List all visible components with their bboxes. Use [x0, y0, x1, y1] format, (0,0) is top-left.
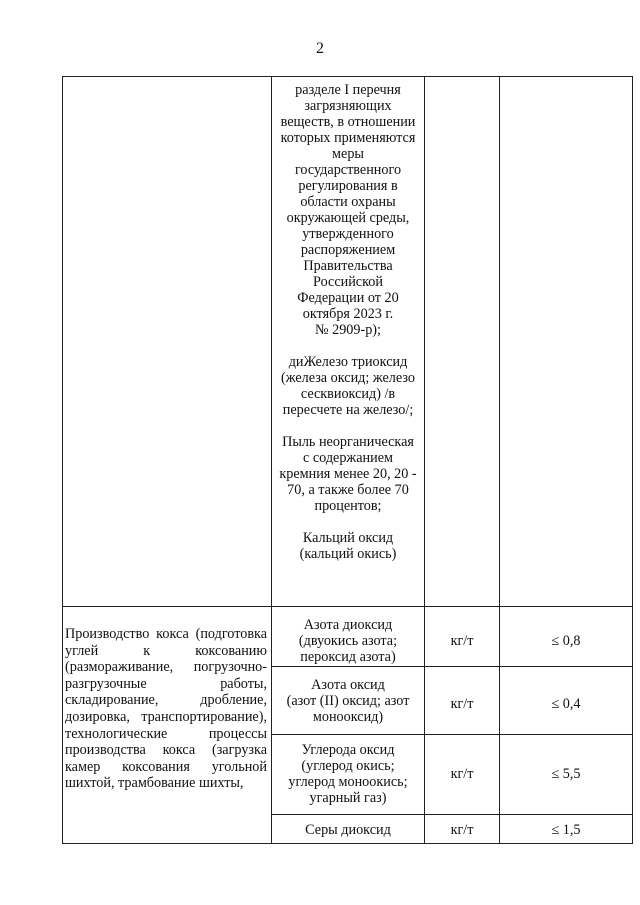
emission-standards-table [62, 76, 633, 844]
row-divider-1 [271, 666, 633, 667]
substance-name: Углерода оксид (углерод окись; углерод моноокись; угарный газ) [288, 742, 408, 806]
substance-name: Азота диоксид (двуокись азота; пероксид азота) [298, 617, 398, 665]
column-divider-substance [424, 76, 425, 844]
process-description: Производство кокса (подготовка углей к коксованию (размораживание, погрузочно-разгрузочные работы, складирование, дробление, дозировка, транспортирование), технологические процессы производства кокса (загрузка камер коксования угольной шихтой, трамбование шихты, [65, 626, 267, 792]
table-border-top [62, 76, 633, 77]
norm-value: ≤ 0,4 [551, 696, 581, 712]
row-divider-2 [271, 734, 633, 735]
table-border-right [632, 76, 633, 844]
norm-value: ≤ 5,5 [551, 766, 581, 782]
norm-value: ≤ 1,5 [551, 822, 581, 838]
substance-name: Азота оксид (азот (II) оксид; азот монооксид) [286, 677, 410, 725]
unit-value: кг/т [450, 822, 474, 838]
row-divider-3 [271, 814, 633, 815]
unit-value: кг/т [450, 633, 474, 649]
substance-name: Серы диоксид [305, 822, 391, 838]
table-border-left [62, 76, 63, 844]
column-divider-process [271, 76, 272, 844]
row-divider-process-start [62, 606, 633, 607]
substance-list-continuation: разделе I перечня загрязняющих веществ, в отношении которых применяются меры государственного регулирования в области охраны окружающей среды, утвержденного распоряжением Правительства Российской Федерации от 20 октября 2023 г. № 2909-р); диЖелезо триоксид (железа оксид; железо сесквиоксид) /в пересчете на железо/; Пыль неорганическая с содержанием кремния менее 20, 20 - 70, а также более 70 процентов; Кальций оксид (кальций окись) [279, 82, 417, 562]
table-border-bottom [62, 843, 633, 844]
page-number: 2 [316, 40, 324, 57]
unit-value: кг/т [450, 696, 474, 712]
column-divider-unit [499, 76, 500, 844]
unit-value: кг/т [450, 766, 474, 782]
norm-value: ≤ 0,8 [551, 633, 581, 649]
